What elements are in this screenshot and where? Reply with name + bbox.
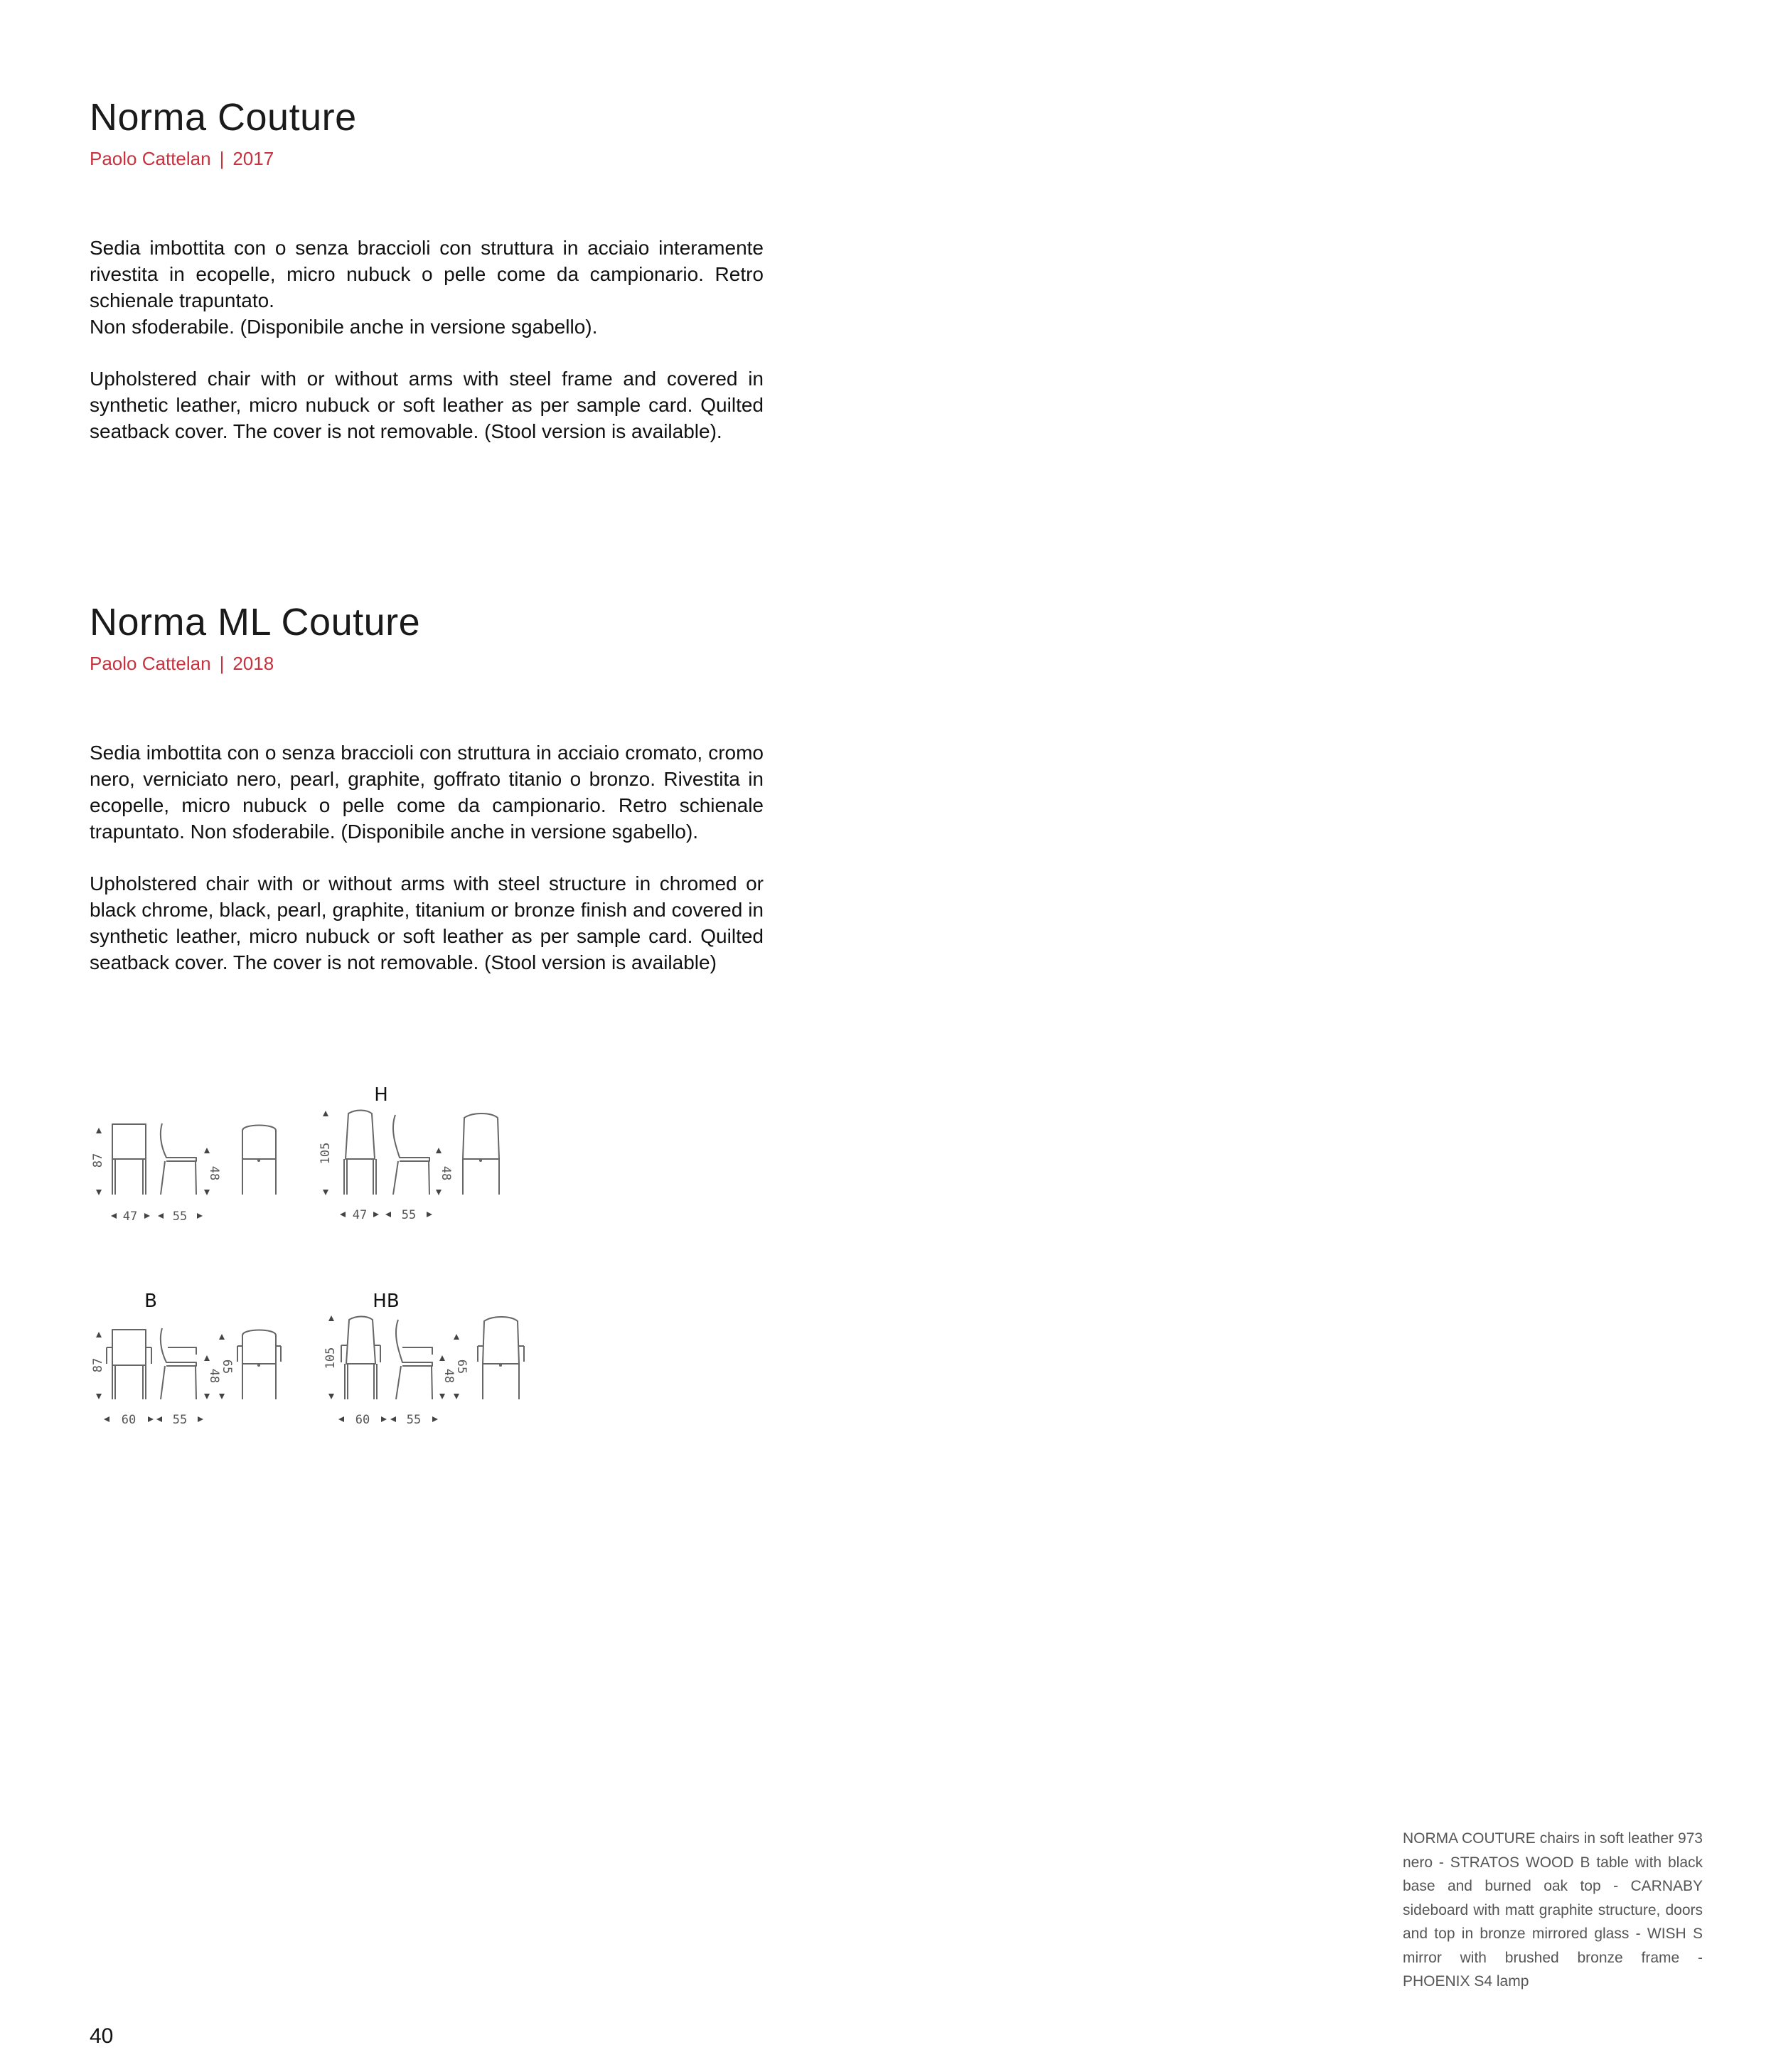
dimension-arm-height: 65	[220, 1359, 234, 1374]
variant-label: H	[374, 1084, 388, 1106]
variant-label: HB	[373, 1291, 400, 1312]
dimension-arrow	[439, 1394, 445, 1399]
diagram-variant-h	[319, 1084, 499, 1222]
chair-side-view	[161, 1328, 196, 1399]
dimension-arrow	[328, 1394, 334, 1399]
dimension-arrow	[219, 1394, 225, 1399]
variant-label: B	[144, 1291, 157, 1312]
chair-side-view	[161, 1123, 196, 1195]
dimension-arrow	[373, 1212, 379, 1217]
dimension-depth: 55	[401, 1208, 417, 1222]
dimension-width: 47	[122, 1209, 138, 1224]
chair-front-view	[341, 1317, 380, 1400]
dimension-arrow	[436, 1190, 442, 1195]
dimension-arrow	[390, 1416, 396, 1422]
dimension-arrow	[204, 1148, 210, 1153]
description-italian: Sedia imbottita con o senza braccioli con struttura in acciaio cromato, cromo nero, verniciato nero, pearl, graphite, goffrato titanio o bronzo. Rivestita in ecopelle, micro nubuck o pelle come da campionario. Retro schienale trapuntato. Non sfoderabile. (Disponibile anche in versione sgabello).	[90, 742, 764, 843]
product-title: Norma ML Couture	[90, 601, 421, 644]
chair-front-view	[112, 1124, 146, 1195]
designer-name: Paolo Cattelan	[90, 653, 211, 674]
dimension-height: 87	[91, 1357, 105, 1373]
product-title: Norma Couture	[90, 96, 357, 139]
chair-back-view	[242, 1126, 276, 1195]
dimension-depth: 55	[406, 1413, 422, 1427]
dimension-arrow	[204, 1190, 210, 1195]
dimension-depth: 55	[172, 1413, 188, 1427]
dimension-arrow	[338, 1416, 344, 1422]
dimension-arrow	[111, 1213, 117, 1219]
chair-side-view	[396, 1320, 432, 1399]
dimension-arrow	[385, 1212, 391, 1217]
description-english: Upholstered chair with or without arms with steel structure in chromed or black chrome, black, pearl, graphite, titanium or bronze finish and covered in synthetic leather, micro nubuck or soft leather as per sample card. Quilted seatback cover. The cover is not removable. (Stool version is available)	[90, 872, 764, 973]
chair-back-view	[478, 1317, 524, 1399]
dimension-arrow	[96, 1332, 102, 1337]
designer-name: Paolo Cattelan	[90, 148, 211, 169]
dimension-arrow	[104, 1416, 109, 1422]
dimension-arrow	[156, 1416, 162, 1422]
dimension-height: 87	[91, 1153, 105, 1168]
dimension-seat-height: 48	[442, 1368, 456, 1384]
diagram-variant-b	[91, 1291, 281, 1427]
description-english: Upholstered chair with or without arms with steel frame and covered in synthetic leather, micro nubuck or soft leather as per sample card. Quilted seatback cover. The cover is not removable. (Stool version is available).	[90, 368, 764, 442]
chair-side-view	[393, 1115, 429, 1195]
diagram-standard	[91, 1123, 276, 1224]
dimension-width: 60	[121, 1413, 137, 1427]
chair-back-view	[237, 1330, 281, 1400]
dimension-arrow	[148, 1416, 154, 1422]
byline-separator: |	[219, 653, 225, 674]
diagram-variant-hb	[323, 1291, 524, 1427]
photo-caption: NORMA COUTURE chairs in soft leather 973 nero - STRATOS WOOD B table with black base and burned oak top - CARNABY sideboard with matt graphite structure, doors and top in bronze mirrored glass - WISH S mirror with brushed bronze frame - PHOENIX S4 lamp	[1403, 1830, 1703, 1990]
dimension-arrow	[454, 1394, 459, 1399]
dimension-arrow	[204, 1394, 210, 1399]
dimension-arrow	[197, 1213, 203, 1219]
dimension-arrow	[96, 1128, 102, 1133]
design-year: 2017	[232, 148, 274, 169]
dimension-arrow	[96, 1394, 102, 1399]
dimension-width: 47	[352, 1208, 368, 1222]
design-year: 2018	[232, 653, 274, 674]
dimension-arrow	[96, 1190, 102, 1195]
chair-front-view	[344, 1111, 376, 1195]
chair-front-view	[107, 1330, 151, 1399]
dimension-seat-height: 48	[439, 1165, 453, 1181]
chair-back-view	[463, 1114, 499, 1195]
dimension-arrow	[427, 1212, 432, 1217]
dimension-arrow	[454, 1334, 459, 1340]
dimension-arrow	[381, 1416, 387, 1422]
dimension-arrow	[340, 1212, 346, 1217]
dimension-arrow	[144, 1213, 150, 1219]
description-italian-line: Non sfoderabile. (Disponibile anche in versione sgabello).	[90, 316, 598, 338]
dimension-width: 60	[355, 1413, 370, 1427]
dimension-arrow	[323, 1190, 328, 1195]
dimension-arm-height: 65	[454, 1359, 469, 1374]
dimension-seat-height: 48	[207, 1165, 221, 1181]
dimension-height: 105	[319, 1142, 333, 1165]
dimension-arrow	[204, 1355, 210, 1361]
dimension-arrow	[323, 1111, 328, 1116]
dimension-arrow	[439, 1355, 445, 1361]
dimension-seat-height: 48	[207, 1368, 221, 1384]
description-italian-line: Sedia imbottita con o senza braccioli con struttura in acciaio interamente rivestita in ecopelle, micro nubuck o pelle come da campionario. Retro schienale trapuntato.	[90, 237, 764, 311]
dimension-height: 105	[323, 1347, 338, 1369]
dimension-arrow	[436, 1148, 442, 1153]
dimension-arrow	[219, 1334, 225, 1340]
dimension-depth: 55	[172, 1209, 188, 1224]
dimension-arrow	[198, 1416, 203, 1422]
dimension-arrow	[432, 1416, 438, 1422]
byline-separator: |	[219, 148, 225, 169]
page-number: 40	[90, 2024, 114, 2048]
dimension-arrow	[328, 1315, 334, 1321]
dimension-arrow	[158, 1213, 164, 1219]
